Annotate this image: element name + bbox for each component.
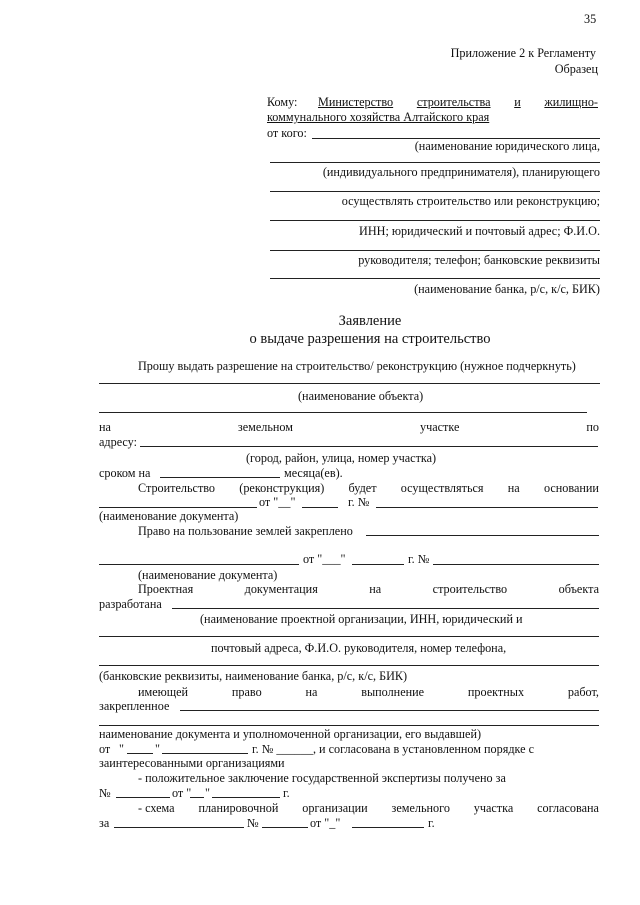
construction-word: на (507, 481, 520, 495)
recipient-hint: (индивидуального предпринимателя), планирующего (322, 165, 600, 179)
project-word: Проектная (138, 582, 194, 596)
assigned-label: закрепленное (99, 699, 170, 713)
sample-label: Образец (554, 62, 598, 76)
construction-word: осуществляться (400, 481, 484, 495)
developer-hint: (наименование проектной организации, ИНН, юридический и (200, 612, 523, 626)
object-line-2[interactable] (99, 412, 587, 413)
appendix-label: Приложение 2 к Регламенту (450, 46, 596, 60)
from-label: от кого: (267, 126, 307, 140)
scheme-from: от "_" (310, 816, 341, 830)
interested-orgs: заинтересованными организациями (99, 756, 285, 770)
address-hint: (город, район, улица, номер участка) (246, 451, 437, 465)
scheme-word: планировочной (198, 801, 279, 815)
to-word: и (514, 95, 521, 109)
scheme-word: согласована (537, 801, 599, 815)
project-word: на (369, 582, 382, 596)
recipient-name: коммунального хозяйства Алтайского края (267, 110, 490, 124)
scheme-word: участка (473, 801, 514, 815)
project-word: строительство (432, 582, 508, 596)
basis-from: от "__" (259, 495, 296, 509)
term-line[interactable] (160, 477, 280, 478)
scheme-number-line[interactable] (262, 827, 308, 828)
recipient-hint: осуществлять строительство или реконструкцию; (341, 194, 600, 208)
having-word: выполнение (361, 685, 425, 699)
developer-line-3[interactable] (99, 665, 599, 666)
term-prefix: сроком на (99, 466, 151, 480)
developed-label: разработана (99, 597, 162, 611)
expert-line: - положительное заключение государственной экспертизы получено за (138, 771, 506, 785)
developer-line[interactable] (172, 608, 599, 609)
to-word: строительства (416, 95, 491, 109)
land-doc-line[interactable] (99, 564, 299, 565)
land-word: участке (419, 420, 460, 434)
applicant-line[interactable] (270, 220, 600, 221)
land-row (99, 421, 599, 433)
developer-hint-2: почтовый адреса, Ф.И.О. руководителя, номер телефона, (211, 641, 507, 655)
land-right-line[interactable] (366, 535, 599, 536)
developer-hint-3: (банковские реквизиты, наименование банка, р/с, к/с, БИК) (99, 669, 408, 683)
to-line (318, 96, 598, 108)
land-year: г. № (408, 552, 430, 566)
expert-date-line[interactable] (212, 797, 280, 798)
applicant-line[interactable] (270, 191, 600, 192)
scheme-word: земельного (391, 801, 450, 815)
page-number: 35 (584, 12, 597, 26)
scheme-row (138, 802, 599, 814)
land-word: на (99, 420, 111, 434)
scheme-word: организации (302, 801, 368, 815)
request-text: Прошу выдать разрешение на строительство/ реконструкцию (нужное подчеркнуть) (138, 359, 576, 373)
recipient-hint: ИНН; юридический и почтовый адрес; Ф.И.О. (359, 224, 600, 238)
object-hint: (наименование объекта) (298, 389, 424, 403)
applicant-line[interactable] (270, 250, 600, 251)
having-word: право (231, 685, 262, 699)
construction-word: Строительство (138, 481, 216, 495)
scheme-za-line[interactable] (114, 827, 244, 828)
land-from: от "___" (303, 552, 346, 566)
expert-day-line[interactable] (190, 797, 204, 798)
construction-word: будет (348, 481, 377, 495)
document-title: Заявление (338, 313, 402, 329)
assigned-line[interactable] (180, 710, 599, 711)
scheme-word: - схема (138, 801, 175, 815)
land-date-line[interactable] (352, 564, 404, 565)
project-word: документация (244, 582, 318, 596)
applicant-line[interactable] (270, 278, 600, 279)
scheme-no: № (247, 816, 259, 830)
doc-name-hint: (наименование документа) (99, 509, 239, 523)
to-word: Министерство (318, 95, 394, 109)
applicant-line[interactable] (270, 162, 600, 163)
having-row (138, 686, 599, 698)
scheme-date-line[interactable] (352, 827, 424, 828)
expert-quote: " (205, 786, 210, 800)
issuer-hint: наименование документа и уполномоченной организации, его выдавшей) (99, 727, 482, 741)
to-word: жилищно- (544, 95, 598, 109)
project-row (138, 583, 599, 595)
agreed-date-line[interactable] (162, 753, 248, 754)
term-suffix: месяца(ев). (284, 466, 343, 480)
basis-number-line[interactable] (376, 507, 598, 508)
expert-no: № (99, 786, 111, 800)
agreed-quote: " (119, 742, 124, 756)
address-label: адресу: (99, 435, 137, 449)
having-word: проектных (467, 685, 525, 699)
recipient-hint: (наименование юридического лица, (414, 139, 600, 153)
construction-word: (реконструкция) (239, 481, 325, 495)
construction-row (138, 482, 599, 494)
agreed-from: от (99, 742, 111, 756)
agreed-quote: " (155, 742, 160, 756)
land-number-line[interactable] (433, 564, 599, 565)
basis-date-line[interactable] (302, 507, 338, 508)
basis-year: г. № (348, 495, 370, 509)
land-word: земельном (237, 420, 293, 434)
recipient-hint: руководителя; телефон; банковские реквизиты (358, 253, 600, 267)
land-word: по (586, 420, 599, 434)
scheme-za: за (99, 816, 110, 830)
assigned-line-2[interactable] (99, 725, 599, 726)
agreed-day-line[interactable] (127, 753, 153, 754)
doc-name-hint-2: (наименование документа) (138, 568, 278, 582)
land-right-text: Право на пользование землей закреплено (138, 524, 353, 538)
developer-line-2[interactable] (99, 636, 599, 637)
project-word: объекта (558, 582, 599, 596)
expert-year: г. (283, 786, 290, 800)
expert-number-line[interactable] (116, 797, 170, 798)
having-word: работ, (567, 685, 599, 699)
having-word: имеющей (138, 685, 189, 699)
agreed-rest: г. № ______, и согласована в установленном порядке с (252, 742, 535, 756)
scheme-year: г. (428, 816, 435, 830)
object-line[interactable] (99, 383, 600, 384)
recipient-hint: (наименование банка, р/с, к/с, БИК) (414, 282, 600, 296)
basis-doc-line[interactable] (99, 507, 257, 508)
document-subtitle: о выдаче разрешения на строительство (249, 331, 491, 347)
address-line[interactable] (140, 446, 598, 447)
expert-from: от " (172, 786, 192, 800)
construction-word: основании (543, 481, 599, 495)
to-label: Кому: (267, 95, 298, 109)
having-word: на (305, 685, 318, 699)
